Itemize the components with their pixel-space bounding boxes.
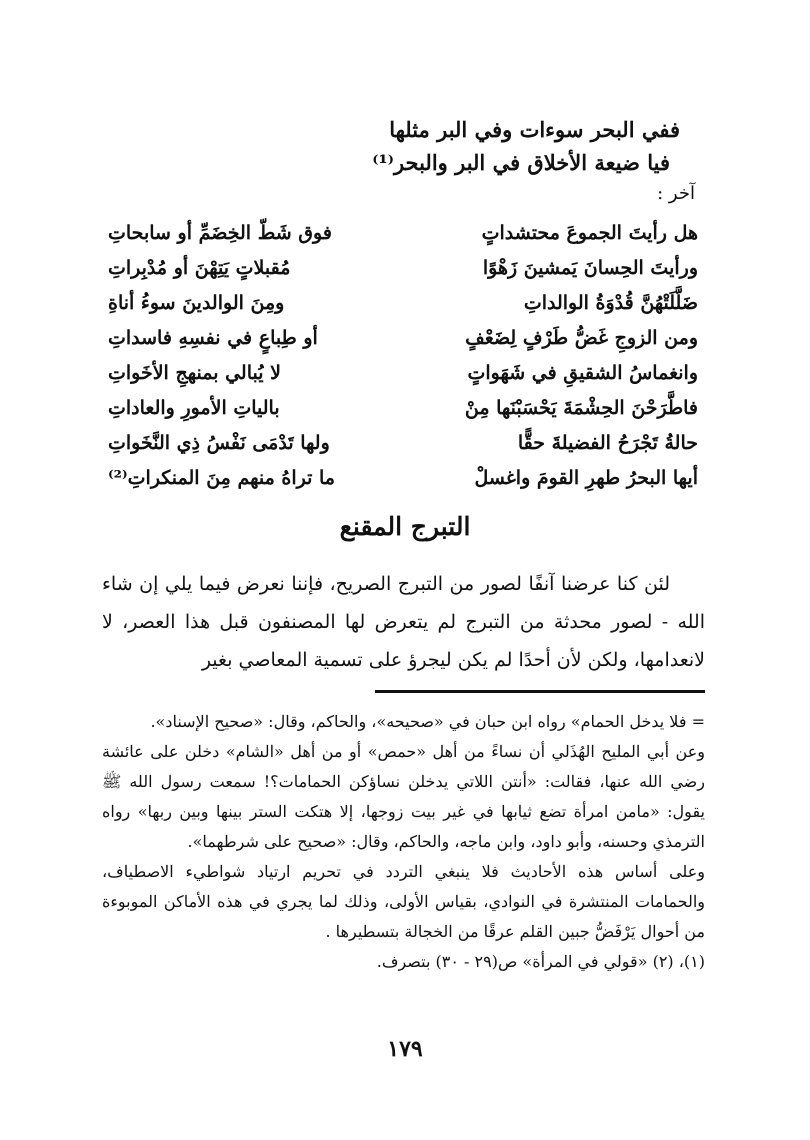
footnote-paragraph: وعلى أساس هذه الأحاديث فلا ينبغي التردد في تحريم ارتياد شواطيء الاصطياف، والحمامات المنتشرة في النوادي، بقياس الأولى، وذلك لما يجري في هذه الأماكن الموبوءة من أحوال يَرْفَضُّ جبين القلم عرقًا من الخجالة بتسطيرها .: [102, 862, 705, 941]
verse-second-hemistich: فوق شَطّ الخِضَمِّ أو سابحاتِ: [108, 222, 332, 244]
verse-first-hemistich: ورأيتَ الحِسانَ يَمشينَ زَهْوًا: [482, 257, 698, 279]
verse-row: [108, 222, 698, 257]
page-number: ١٧٩: [387, 1036, 423, 1062]
verse-row: [108, 257, 698, 292]
verse-first-hemistich: ومن الزوجِ غَضُّ طَرْفٍ لِضَعْفٍ: [465, 327, 698, 349]
verse-row: [108, 292, 698, 327]
footnote-divider: [375, 690, 705, 693]
verse-first-hemistich: ضَلَّلَتْهُنَّ قُدْوَةُ الوالداتِ: [523, 292, 698, 314]
verse-first-hemistich: فاطَّرَحْنَ الحِشْمَةَ يَحْسَبْنَها مِنْ: [464, 397, 698, 419]
section-heading: التبرج المقنع: [339, 512, 471, 541]
poem: [108, 222, 698, 502]
footnote-reference: (١)، (٢) «قولي في المرأة» ص(٢٩ - ٣٠) بتصرف.: [376, 952, 705, 971]
intro-verse-line-1: ففي البحر سوءات وفي البر مثلها: [389, 117, 680, 142]
verse-second-hemistich: ومِنَ الوالدينَ سوءُ أناةِ: [108, 292, 285, 314]
footnote-paragraph: وعن أبي المليح الهُذَلي أن نساءً من أهل «حمص» أو من أهل «الشام» دخلن على عائشة رضي الله عنها، فقالت: «أنتن اللاتي يدخلن نساؤكن الحمامات؟! سمعت رسول الله ﷺ يقول: «مامن امرأة تضع ثيابها في غير بيت زوجها، إلا هتكت الستر بينها وبين ربها» رواه الترمذي وحسنه، وأبو داود، وابن ماجه، والحاكم، وقال: «صحيح على شرطهما».: [102, 742, 706, 851]
verse-second-hemistich: ولها تَدْمَى نَفْسُ ذِي النَّخَواتِ: [108, 432, 330, 454]
footnotes: [102, 707, 705, 977]
verse-second-hemistich: ما تراهُ منهم مِنَ المنكراتِ⁽²⁾: [108, 467, 335, 489]
verse-row: [108, 362, 698, 397]
body-text: [102, 565, 705, 679]
verse-second-hemistich: لا يُبالي بمنهجِ الأخَواتِ: [108, 362, 281, 384]
verse-first-hemistich: وانغماسُ الشقيقِ في شَهَواتٍ: [467, 362, 698, 384]
verse-row: [108, 327, 698, 362]
body-paragraph: لئن كنا عرضنا آنفًا لصور من التبرج الصريح، فإننا نعرض فيما يلي إن شاء الله - لصور محدثة من التبرج لم يتعرض لها المصنفون قبل هذا العصر، لا لانعدامها، ولكن لأن أحدًا لم يكن ليجرؤ على تسمية المعاصي بغير: [102, 573, 705, 671]
other-poet-label: آخر :: [657, 183, 695, 204]
verse-first-hemistich: حالةُ تَجْرَحُ الفضيلةَ حقًّا: [517, 432, 698, 454]
verse-first-hemistich: أيها البحرُ طهرِ القومَ واغسلْ: [474, 467, 698, 489]
verse-second-hemistich: مُقبلاتٍ يَتِهْنَ أو مُدْبِراتِ: [108, 257, 291, 279]
verse-row: [108, 397, 698, 432]
verse-first-hemistich: هل رأيتَ الجموعَ محتشداتٍ: [481, 222, 698, 244]
verse-second-hemistich: بالياتِ الأمورِ والعاداتِ: [108, 397, 280, 419]
footnote-paragraph: = فلا يدخل الحمام» رواه ابن حبان في «صحيحه»، والحاكم، وقال: «صحيح الإسناد».: [150, 712, 705, 731]
verse-row: [108, 467, 698, 502]
intro-verse-line-2: فيا ضيعة الأخلاق في البر والبحر⁽¹⁾: [372, 150, 670, 175]
verse-row: [108, 432, 698, 467]
verse-second-hemistich: أو طِباعٍ في نفسِهِ فاسداتِ: [108, 327, 318, 349]
